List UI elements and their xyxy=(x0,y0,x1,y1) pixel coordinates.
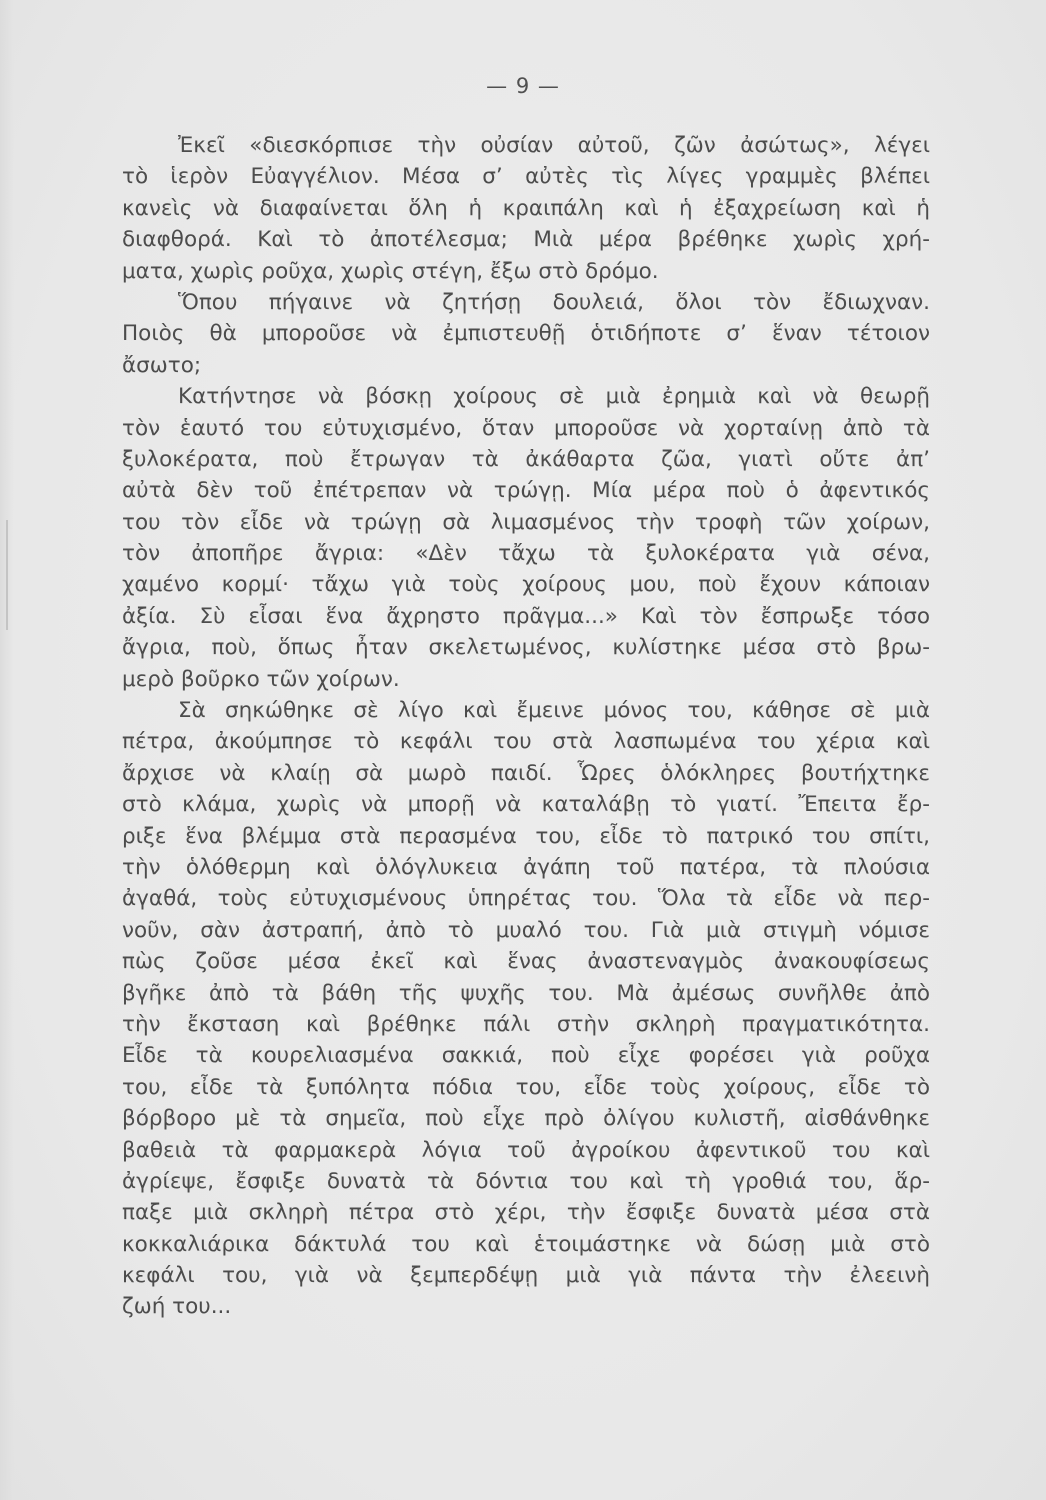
text-line: αὐτὰ δὲν τοῦ ἐπέτρεπαν νὰ τρώγῃ. Μία μέρα ποὺ ὁ ἀφεντικός xyxy=(122,478,930,504)
text-line: τὸν ἀποπῆρε ἄγρια: «Δὲν τἄχω τὰ ξυλοκέρατα γιὰ σένα, xyxy=(122,541,930,567)
text-line: τὸ ἱερὸν Εὐαγγέλιον. Μέσα σ’ αὐτὲς τὶς λίγες γραμμὲς βλέπει xyxy=(122,164,930,190)
text-line: Εἶδε τὰ κουρελιασμένα σακκιά, ποὺ εἶχε φορέσει γιὰ ροῦχα xyxy=(122,1043,930,1069)
text-line: ἀγρίεψε, ἔσφιξε δυνατὰ τὰ δόντια του καὶ τὴ γροθιά του, ἅρ- xyxy=(122,1168,930,1194)
text-line: τὴν ἔκσταση καὶ βρέθηκε πάλι στὴν σκληρὴ πραγματικότητα. xyxy=(122,1011,930,1037)
text-line: παξε μιὰ σκληρὴ πέτρα στὸ χέρι, τὴν ἔσφιξε δυνατὰ μέσα στὰ xyxy=(122,1200,930,1226)
text-line: ζωή του... xyxy=(122,1294,232,1320)
text-line: Ὅπου πήγαινε νὰ ζητήσῃ δουλειά, ὅλοι τὸν ἔδιωχναν. xyxy=(178,289,930,315)
text-line: πὼς ζοῦσε μέσα ἐκεῖ καὶ ἕνας ἀναστεναγμὸς ἀνακουφίσεως xyxy=(122,949,930,975)
text-line: χαμένο κορμί· τἄχω γιὰ τοὺς χοίρους μου, ποὺ ἔχουν κάποιαν xyxy=(122,572,930,598)
text-line: μερὸ βοῦρκο τῶν χοίρων. xyxy=(122,666,400,692)
page-edge-shadow xyxy=(0,0,14,1500)
text-line: ματα, χωρὶς ροῦχα, χωρὶς στέγη, ἔξω στὸ δρόμο. xyxy=(122,258,659,284)
text-line: Κατήντησε νὰ βόσκῃ χοίρους σὲ μιὰ ἐρημιὰ καὶ νὰ θεωρῇ xyxy=(178,384,930,410)
text-line: Σὰ σηκώθηκε σὲ λίγο καὶ ἔμεινε μόνος του, κάθησε σὲ μιὰ xyxy=(178,698,930,724)
text-line: βόρβορο μὲ τὰ σημεῖα, ποὺ εἶχε πρὸ ὀλίγου κυλιστῆ, αἰσθάνθηκε xyxy=(122,1106,930,1132)
text-line: ξυλοκέρατα, ποὺ ἔτρωγαν τὰ ἀκάθαρτα ζῶα, γιατὶ οὔτε ἀπ’ xyxy=(122,446,930,472)
text-line: τὴν ὁλόθερμη καὶ ὁλόγλυκεια ἀγάπη τοῦ πατέρα, τὰ πλούσια xyxy=(122,854,930,880)
text-line: του, εἶδε τὰ ξυπόλητα πόδια του, εἶδε τοὺς χοίρους, εἶδε τὸ xyxy=(122,1074,930,1100)
text-line: ἄρχισε νὰ κλαίῃ σὰ μωρὸ παιδί. Ὧρες ὁλόκληρες βουτήχτηκε xyxy=(122,760,930,786)
text-line: ἀγαθά, τοὺς εὐτυχισμένους ὑπηρέτας του. Ὅλα τὰ εἶδε νὰ περ- xyxy=(122,886,930,912)
text-line: Ἐκεῖ «διεσκόρπισε τὴν οὐσίαν αὐτοῦ, ζῶν ἀσώτως», λέγει xyxy=(178,133,930,158)
text-line: πέτρα, ἀκούμπησε τὸ κεφάλι του στὰ λασπωμένα του χέρια καὶ xyxy=(122,729,930,755)
text-line: διαφθορά. Καὶ τὸ ἀποτέλεσμα; Μιὰ μέρα βρέθηκε χωρὶς χρή- xyxy=(122,227,930,253)
text-line: ἄσωτο; xyxy=(122,352,202,378)
body-text xyxy=(122,130,930,1323)
text-line: στὸ κλάμα, χωρὶς νὰ μπορῇ νὰ καταλάβῃ τὸ γιατί. Ἔπειτα ἔρ- xyxy=(122,792,930,818)
page-number: — 9 — xyxy=(486,74,560,98)
text-line: ἀξία. Σὺ εἶσαι ἕνα ἄχρηστο πρᾶγμα...» Καὶ τὸν ἔσπρωξε τόσο xyxy=(122,603,930,629)
text-line: ριξε ἕνα βλέμμα στὰ περασμένα του, εἶδε τὸ πατρικό του σπίτι, xyxy=(122,823,930,849)
text-line: τὸν ἑαυτό του εὐτυχισμένο, ὅταν μποροῦσε νὰ χορταίνῃ ἀπὸ τὰ xyxy=(122,415,930,441)
text-line: βγῆκε ἀπὸ τὰ βάθη τῆς ψυχῆς του. Μὰ ἀμέσως συνῆλθε ἀπὸ xyxy=(122,980,930,1006)
margin-mark xyxy=(6,520,8,630)
text-line: του τὸν εἶδε νὰ τρώγῃ σὰ λιμασμένος τὴν τροφὴ τῶν χοίρων, xyxy=(122,509,930,535)
text-line: κοκκαλιάρικα δάκτυλά του καὶ ἑτοιμάστηκε νὰ δώσῃ μιὰ στὸ xyxy=(122,1231,930,1257)
text-line: βαθειὰ τὰ φαρμακερὰ λόγια τοῦ ἀγροίκου ἀφεντικοῦ του καὶ xyxy=(122,1137,930,1163)
text-line: Ποιὸς θὰ μποροῦσε νὰ ἐμπιστευθῇ ὁτιδήποτε σ’ ἕναν τέτοιον xyxy=(122,321,930,347)
text-line: νοῦν, σὰν ἀστραπή, ἀπὸ τὸ μυαλό του. Γιὰ μιὰ στιγμὴ νόμισε xyxy=(122,917,930,943)
text-line: ἄγρια, ποὺ, ὅπως ἦταν σκελετωμένος, κυλίστηκε μέσα στὸ βρω- xyxy=(122,635,930,661)
text-line: κανεὶς νὰ διαφαίνεται ὅλη ἡ κραιπάλη καὶ ἡ ἐξαχρείωση καὶ ἡ xyxy=(122,195,930,221)
text-line: κεφάλι του, γιὰ νὰ ξεμπερδέψῃ μιὰ γιὰ πάντα τὴν ἐλεεινὴ xyxy=(122,1263,930,1289)
